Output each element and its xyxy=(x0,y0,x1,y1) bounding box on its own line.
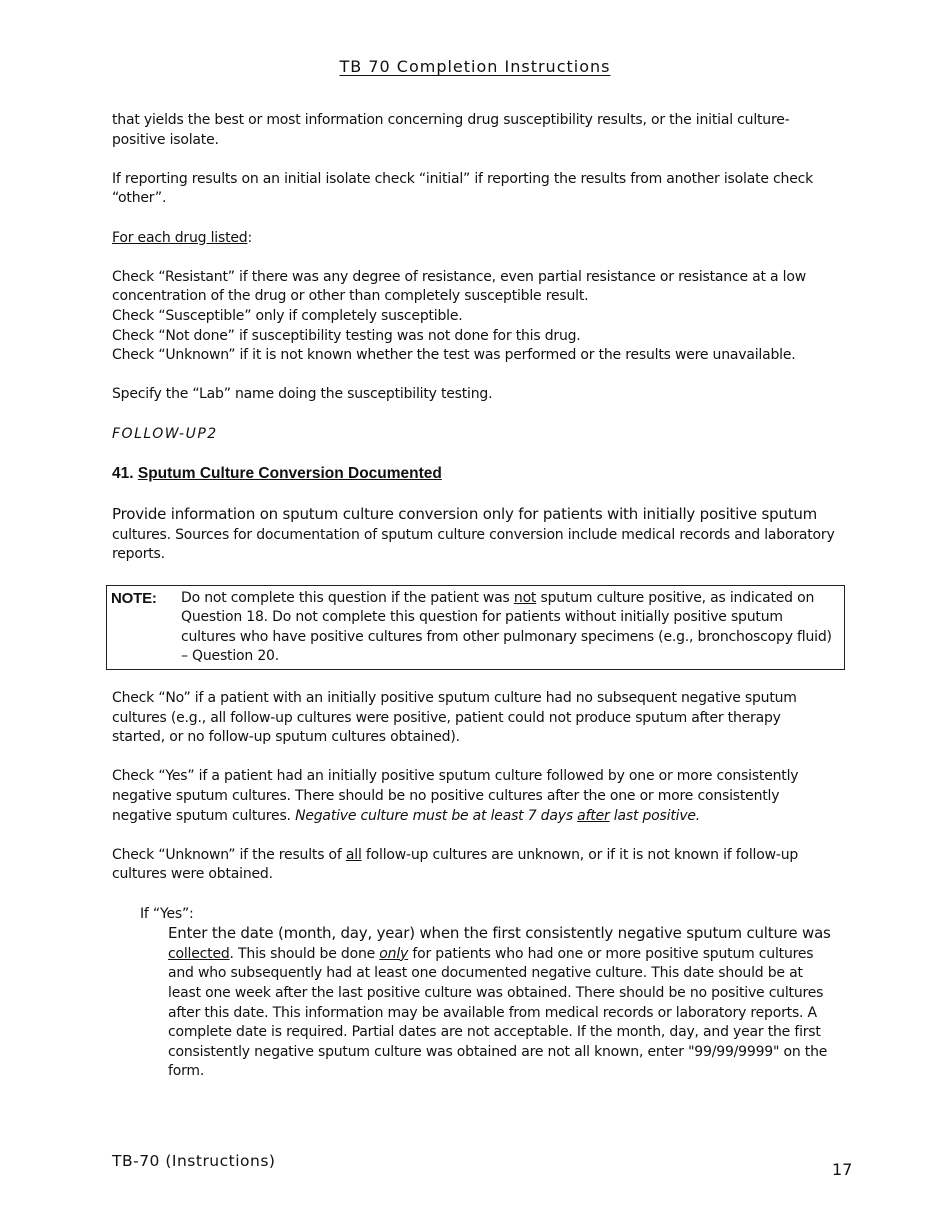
drug-check-instructions xyxy=(112,268,837,366)
section-41-intro-lead: Provide information on sputum culture conversion only for patients with initially positive sputum xyxy=(112,505,818,524)
section-41-heading: Sputum Culture Conversion Documented xyxy=(137,464,442,482)
note-box xyxy=(106,585,845,670)
note-text-1: Do not complete this question if the patient was xyxy=(181,589,514,606)
intro-paragraph-2: If reporting results on an initial isolate check “initial” if reporting the results from another isolate check “other”. xyxy=(112,170,814,207)
section-41-title xyxy=(112,464,837,484)
check-yes-paragraph xyxy=(112,767,837,826)
section-41-intro xyxy=(112,505,837,565)
note-text xyxy=(181,589,836,667)
check-no-paragraph: Check “No” if a patient with an initially positive sputum culture had no subsequent negative sputum cultures (e.g., all follow-up cultures were positive, patient could not produce sputum after therapy started, or no follow-up sputum cultures obtained). xyxy=(112,690,797,746)
drug-list-heading-text: For each drug listed xyxy=(112,229,248,246)
note-text-not: not xyxy=(513,589,537,606)
if-yes-collected: collected xyxy=(168,945,230,962)
check-yes-italic-2: last positive. xyxy=(609,807,701,824)
drug-list-heading xyxy=(112,229,837,249)
if-yes-label: If “Yes”: xyxy=(140,905,194,922)
if-yes-text-a: . This should be done xyxy=(229,945,380,962)
section-41-number: 41. xyxy=(112,464,134,482)
check-unknown-paragraph xyxy=(112,846,837,885)
if-yes-instructions xyxy=(168,924,837,1082)
check-yes-italic-1: Negative culture must be at least 7 days xyxy=(295,807,578,824)
check-unknown-text: Check “Unknown” if it is not known whether the test was performed or the results were unavailable. xyxy=(112,347,796,364)
check-yes-text: Check “Yes” if a patient had an initially positive sputum culture followed by one or more consistently negative sputum cultures. There should be no positive cultures after the one or more consistently negative sputum cultures. xyxy=(112,768,799,824)
if-yes-line-1: Enter the date (month, day, year) when the first consistently negative sputum culture was xyxy=(168,924,831,943)
note-label: NOTE: xyxy=(111,589,157,607)
page-body xyxy=(112,111,837,1082)
check-resistant-text: Check “Resistant” if there was any degree of resistance, even partial resistance or resistance at a low concentration of the drug or other than completely susceptible result. xyxy=(112,268,806,305)
intro-paragraph-1: that yields the best or most information concerning drug susceptibility results, or the initial culture-positive isolate. xyxy=(112,112,790,148)
lab-instruction: Specify the “Lab” name doing the susceptibility testing. xyxy=(112,386,493,403)
check-yes-italic-after: after xyxy=(577,807,610,824)
if-yes-only: only xyxy=(379,945,409,962)
drug-list-heading-colon: : xyxy=(247,229,252,246)
page-number: 17 xyxy=(832,1160,853,1179)
check-susceptible-text: Check “Susceptible” only if completely susceptible. xyxy=(112,307,463,324)
footer-doc-id: TB-70 (Instructions) xyxy=(112,1152,276,1170)
check-unknown-all: all xyxy=(345,846,362,863)
section-41-intro-rest: cultures. Sources for documentation of sputum culture conversion include medical records and laboratory reports. xyxy=(112,526,835,563)
check-not-done-text: Check “Not done” if susceptibility testing was not done for this drug. xyxy=(112,327,581,344)
followup-label: FOLLOW-UP2 xyxy=(112,425,218,442)
page-header xyxy=(0,57,950,76)
note-text-2: sputum culture positive, as indicated on Question 18. Do not complete this question for patients without initially positive sputum cultures who have positive cultures from other pulmonary specimens (e.g., bronchoscopy fluid) – Question 20. xyxy=(181,589,832,665)
check-unknown-text-2: follow-up cultures are unknown, or if it is not known if follow-up cultures were obtained. xyxy=(112,846,799,883)
check-unknown-text-1: Check “Unknown” if the results of xyxy=(112,846,346,863)
if-yes-text-b: for patients who had one or more positive sputum cultures and who subsequently had at least one documented negative culture. This date should be at least one week after the last positive culture was obtained. There should be no positive cultures after this date. This information may be available from medical records or laboratory reports. A complete date is required. Partial dates are not acceptable. If the month, day, and year the first consistently negative sputum culture was obtained are not all known, enter "99/99/9999" on the form. xyxy=(168,945,828,1080)
header-title: TB 70 Completion Instructions xyxy=(339,57,611,76)
